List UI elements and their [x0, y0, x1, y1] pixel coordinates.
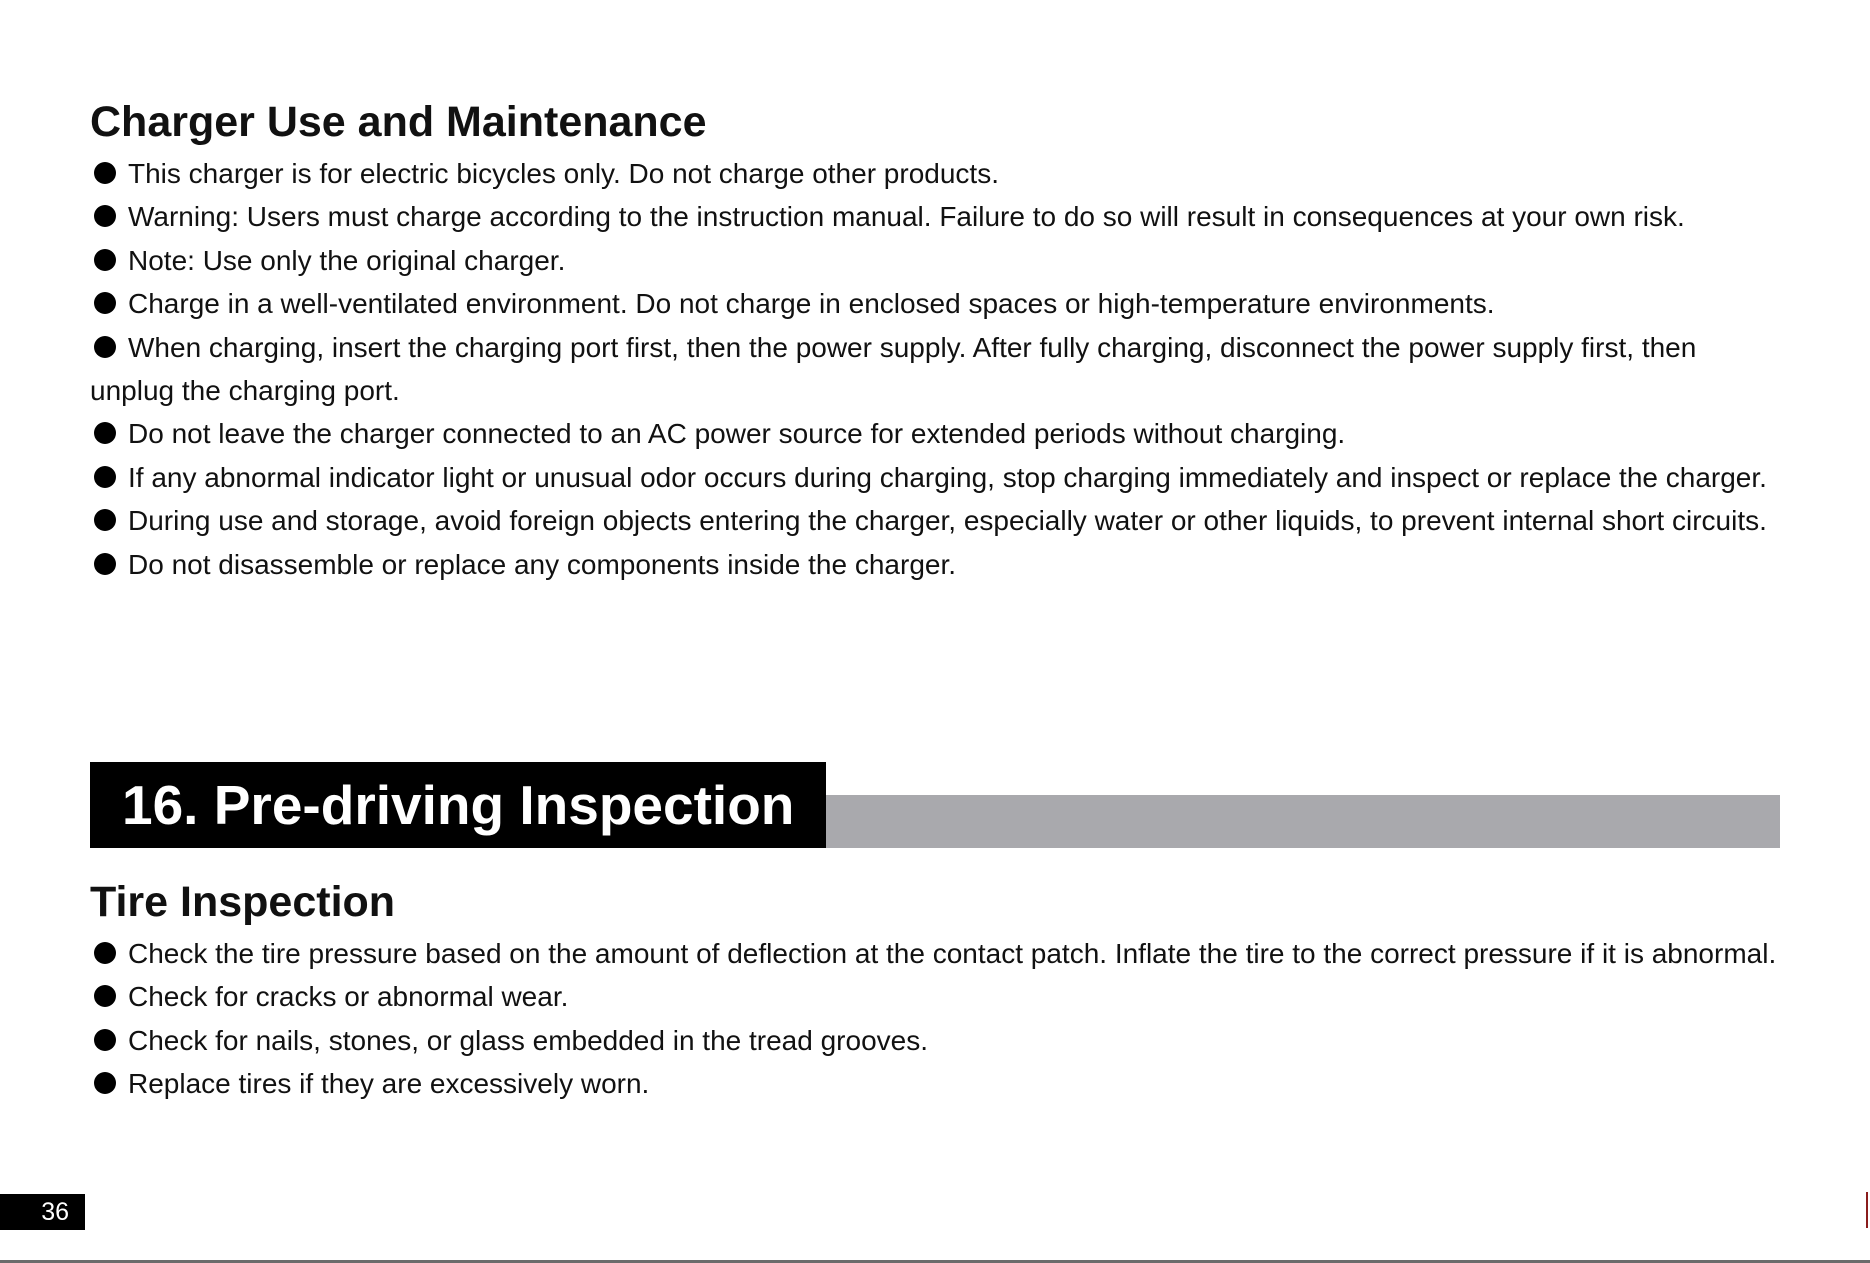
list-item-text: When charging, insert the charging port first, then the power supply. After fully charging, disconnect the power supply first, then unplug the charging port. [90, 331, 1697, 407]
bullet-icon [94, 422, 116, 444]
bullet-icon [94, 553, 116, 575]
bullet-icon [94, 509, 116, 531]
list-item [90, 1062, 1780, 1105]
list-item [90, 932, 1780, 975]
list-item-text: Do not disassemble or replace any components inside the charger. [128, 548, 957, 580]
list-item [90, 1019, 1780, 1062]
list-item-text: Charge in a well-ventilated environment. Do not charge in enclosed spaces or high-temperature environments. [128, 288, 1495, 320]
list-item [90, 282, 1780, 325]
tire-heading: Tire Inspection [90, 878, 396, 926]
chapter-banner [90, 762, 1780, 848]
list-item-text: Note: Use only the original charger. [128, 244, 566, 276]
bullet-icon [94, 985, 116, 1007]
charger-heading: Charger Use and Maintenance [90, 98, 707, 146]
list-item-text: During use and storage, avoid foreign objects entering the charger, especially water or other liquids, to prevent internal short circuits. [128, 505, 1767, 537]
list-item [90, 543, 1780, 586]
list-item-text: This charger is for electric bicycles only. Do not charge other products. [128, 158, 999, 189]
list-item [90, 326, 1780, 413]
page-number: 36 [0, 1194, 85, 1230]
page-edge-mark [1866, 1192, 1868, 1228]
bullet-icon [94, 1072, 116, 1094]
bullet-icon [94, 942, 116, 964]
bullet-icon [94, 466, 116, 488]
bullet-icon [94, 249, 116, 271]
bullet-icon [94, 1029, 116, 1051]
tire-section [90, 872, 1780, 1106]
tire-list [90, 932, 1780, 1106]
list-item [90, 456, 1780, 499]
chapter-title: 16. Pre-driving Inspection [122, 774, 795, 836]
bullet-icon [94, 336, 116, 358]
bullet-icon [94, 162, 116, 184]
list-item-text: Check the tire pressure based on the amount of deflection at the contact patch. Inflate the tire to the correct pressure if it is abnormal. [128, 938, 1777, 969]
list-item [90, 152, 1780, 195]
list-item-text: Check for nails, stones, or glass embedded in the tread grooves. [128, 1024, 928, 1056]
list-item [90, 195, 1780, 238]
charger-section [90, 92, 1780, 586]
list-item [90, 499, 1780, 542]
list-item-text: Replace tires if they are excessively worn. [128, 1068, 650, 1100]
list-item-text: If any abnormal indicator light or unusual odor occurs during charging, stop charging immediately and inspect or replace the charger. [128, 461, 1767, 493]
bullet-icon [94, 205, 116, 227]
banner-title-block [90, 762, 826, 848]
bullet-icon [94, 292, 116, 314]
list-item-text: Warning: Users must charge according to the instruction manual. Failure to do so will result in consequences at your own risk. [128, 201, 1685, 233]
list-item [90, 975, 1780, 1018]
charger-list [90, 152, 1780, 586]
list-item [90, 239, 1780, 282]
list-item-text: Do not leave the charger connected to an AC power source for extended periods without charging. [128, 418, 1346, 450]
list-item-text: Check for cracks or abnormal wear. [128, 981, 569, 1013]
list-item [90, 412, 1780, 455]
